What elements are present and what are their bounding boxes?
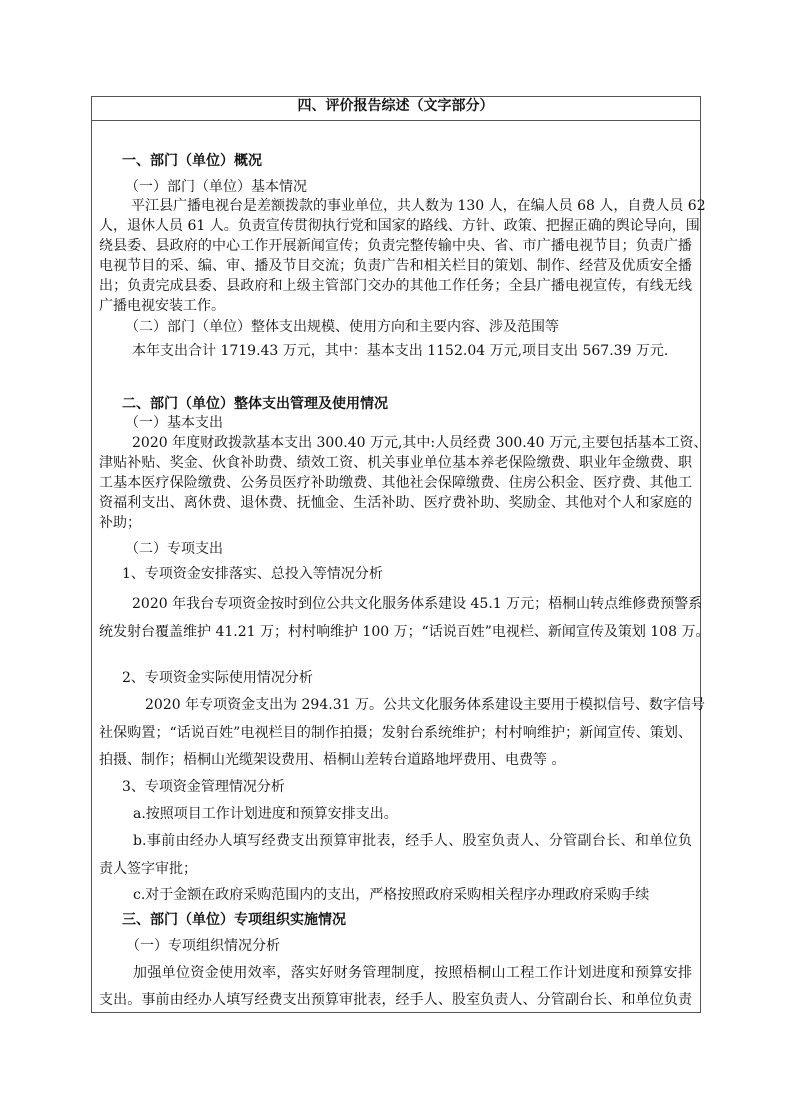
- s2-item-c: c.对于金额在政府采购范围内的支出，严格按照政府采购相关程序办理政府采购手续: [133, 887, 650, 903]
- s2-item-b-line: 责人签字审批；: [99, 861, 197, 877]
- s2-p1-line: 补助；: [99, 515, 141, 531]
- section-3-heading: 三、部门（单位）专项组织实施情况: [122, 912, 346, 928]
- s2-p1-line: 津贴补贴、奖金、伙食补助费、绩效工资、机关事业单位基本养老保险缴费、职业年金缴费、职: [99, 455, 692, 471]
- s2-item-b-line: b.事前由经办人填写经费支出预算审批表，经手人、股室负责人、分管副台长、和单位负: [133, 833, 692, 849]
- s2-p3-line: 2020 年专项资金支出为 294.31 万。公共文化服务体系建设主要用于模拟信号、数字信号: [145, 697, 705, 713]
- s1-p1-line: 出；负责完成县委、县政府和上级主管部门交办的其他工作任务；全县广播电视宣传，有线无线: [99, 278, 692, 294]
- s1-sub2: （二）部门（单位）整体支出规模、使用方向和主要内容、涉及范围等: [125, 319, 559, 335]
- s2-sub1: （一）基本支出: [125, 415, 223, 431]
- s2-p1-line: 资福利支出、离休费、退休费、抚恤金、生活补助、医疗费补助、奖励金、其他对个人和家庭的: [99, 495, 692, 511]
- s2-p3-line: 社保购置；“话说百姓”电视栏目的制作拍摄；发射台系统维护；村村响维护；新闻宣传、策划、: [99, 725, 692, 741]
- s1-p2: 本年支出合计 1719.43 万元，其中：基本支出 1152.04 万元,项目支出 567.39 万元.: [132, 343, 669, 359]
- report-title: 四、评价报告综述（文字部分）: [297, 98, 494, 114]
- s2-p2-line: 2020 年我台专项资金按时到位公共文化服务体系建设 45.1 万元；梧桐山转点维修费预警系: [132, 596, 703, 612]
- s2-item1: 1、专项资金安排落实、总投入等情况分析: [122, 566, 383, 582]
- s2-item3: 3、专项资金管理情况分析: [122, 779, 285, 795]
- s3-sub1: （一）专项组织情况分析: [126, 938, 280, 954]
- title-divider: [91, 120, 700, 121]
- s1-p1-line: 平江县广播电视台是差额拨款的事业单位，共人数为 130 人，在编人员 68 人，自费人员 62: [131, 198, 706, 214]
- s3-p1-line: 加强单位资金使用效率，落实好财务管理制度，按照梧桐山工程工作计划进度和预算安排: [133, 965, 692, 981]
- s1-sub1: （一）部门（单位）基本情况: [125, 179, 307, 195]
- s2-sub2: （二）专项支出: [125, 541, 223, 557]
- s2-p2-line: 统发射台覆盖维护 41.21 万；村村响维护 100 万；“话说百姓”电视栏、新闻宣传及策划 108 万。: [99, 624, 710, 640]
- s1-p1-line: 人，退休人员 61 人。负责宣传贯彻执行党和国家的路线、方针、政策、把握正确的舆论导向，围: [99, 218, 700, 234]
- s1-p1-line: 绕县委、县政府的中心工作开展新闻宣传；负责完整传输中央、省、市广播电视节目；负责广播: [99, 238, 692, 254]
- s3-p1-line: 支出。事前由经办人填写经费支出预算审批表，经手人、股室负责人、分管副台长、和单位负责: [99, 992, 692, 1008]
- s2-p1-line: 2020 年度财政拨款基本支出 300.40 万元,其中:人员经费 300.40 万元,主要包括基本工资、: [132, 435, 708, 451]
- s1-p1-line: 广播电视安装工作。: [99, 298, 225, 314]
- s1-p1-line: 电视节目的采、编、审、播及节目交流；负责广告和相关栏目的策划、制作、经营及优质安全播: [99, 258, 692, 274]
- s2-p3-line: 拍摄、制作；梧桐山光缆架设费用、梧桐山差转台道路地坪费用、电费等 。: [99, 752, 566, 768]
- s2-p1-line: 工基本医疗保险缴费、公务员医疗补助缴费、其他社会保障缴费、住房公积金、医疗费、其他工: [99, 475, 692, 491]
- section-1-heading: 一、部门（单位）概况: [122, 153, 262, 169]
- section-2-heading: 二、部门（单位）整体支出管理及使用情况: [122, 396, 388, 412]
- s2-item2: 2、专项资金实际使用情况分析: [122, 670, 313, 686]
- s2-item-a: a.按照项目工作计划进度和预算安排支出。: [133, 806, 398, 822]
